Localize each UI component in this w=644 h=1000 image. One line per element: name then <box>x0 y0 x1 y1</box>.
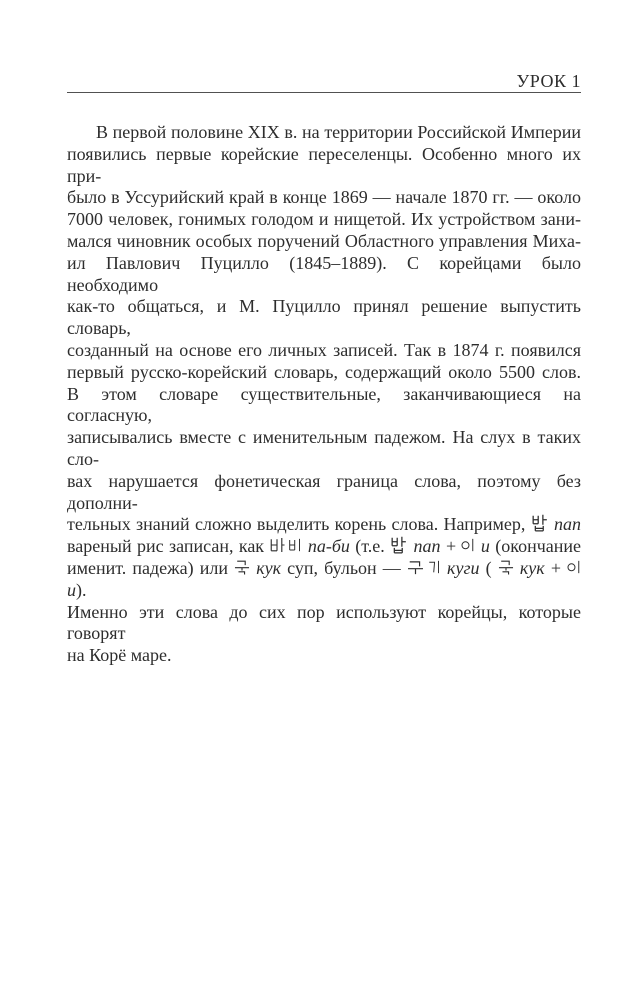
text-line <box>67 122 581 144</box>
text-run: было в Уссурийский край в конце 1869 — начале 1870 гг. — около <box>67 187 581 208</box>
italic-run: пап <box>413 536 441 557</box>
hangul-i <box>567 558 581 578</box>
text-run: появились первые корейские переселенцы. Особенно много их при- <box>67 143 581 186</box>
text-run: Именно эти слова до сих пор используют корейцы, которые говорят <box>67 601 581 644</box>
text-run: В этом словаре существительные, заканчивающиеся на согласную, <box>67 383 581 426</box>
text-line <box>67 427 581 471</box>
italic-run: кук <box>519 557 545 578</box>
header-rule <box>67 92 581 93</box>
text-run: (окончание <box>495 536 582 557</box>
text-run: ил Павлович Пуцилло (1845–1889). С корейцами было необходимо <box>67 252 581 295</box>
text-run: записывались вместе с именительным падежом. На слух в таких сло- <box>67 427 581 469</box>
text-run: именит. падежа) или <box>67 557 235 578</box>
text-line <box>67 384 581 428</box>
text-line <box>67 514 581 536</box>
text-line <box>67 253 581 297</box>
text-line <box>67 144 581 188</box>
text-run: ). <box>76 579 87 600</box>
page-header-lesson-title: УРОК 1 <box>516 71 581 91</box>
italic-run: куги <box>447 557 480 578</box>
body-paragraph <box>67 122 581 667</box>
text-line <box>67 362 581 384</box>
text-run: вах нарушается фонетическая граница слова, поэтому без дополни- <box>67 470 581 513</box>
text-line <box>67 558 581 602</box>
italic-run: па-би <box>307 536 350 557</box>
text-run: (т.е. <box>355 536 391 557</box>
text-line <box>67 645 581 667</box>
text-run: вареный рис записан, как <box>67 536 270 557</box>
text-run: тельных знаний сложно выделить корень слова. Например, <box>67 514 531 535</box>
italic-run: и <box>480 536 490 557</box>
hangul-ba-bi <box>269 536 302 556</box>
text-line <box>67 296 581 340</box>
italic-run: и <box>67 579 76 600</box>
text-run: + <box>445 536 462 557</box>
text-line <box>67 187 581 209</box>
italic-run: пап <box>554 514 582 535</box>
hangul-guk <box>498 558 514 578</box>
text-run: В первой половине XIX в. на территории Российской Империи <box>96 122 581 142</box>
text-run: созданный на основе его личных записей. Так в 1874 г. появился <box>67 339 581 360</box>
text-run: мался чиновник особых поручений Областного управления Миха- <box>67 230 581 251</box>
text-run: первый русско-корейский словарь, содержащий около 5500 слов. <box>67 361 581 382</box>
italic-run: кук <box>256 557 282 578</box>
hangul-bap <box>390 536 408 556</box>
hangul-gu-gi <box>407 558 441 578</box>
hangul-guk <box>234 558 250 578</box>
text-run: 7000 человек, гонимых голодом и нищетой. Их устройством зани- <box>67 209 581 230</box>
text-run: + <box>550 557 568 578</box>
text-run: ( <box>485 557 492 578</box>
text-line <box>67 602 581 646</box>
text-line <box>67 340 581 362</box>
text-line <box>67 209 581 231</box>
text-run: суп, бульон — <box>287 557 407 578</box>
text-run: как-то общаться, и М. Пуцилло принял решение выпустить словарь, <box>67 296 581 339</box>
hangul-bap <box>531 514 549 534</box>
hangul-i <box>461 536 475 556</box>
text-run: на Корё маре. <box>67 645 172 666</box>
text-line <box>67 536 581 558</box>
text-line <box>67 231 581 253</box>
text-line <box>67 471 581 515</box>
